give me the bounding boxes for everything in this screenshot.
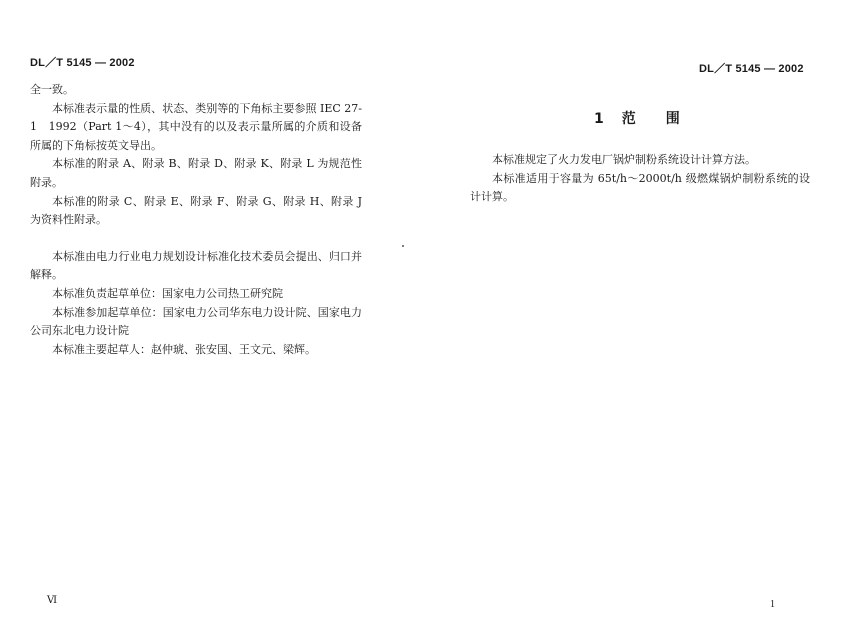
- paragraph-scope-definition: 本标准规定了火力发电厂锅炉制粉系统设计计算方法。: [492, 153, 756, 166]
- paragraph-normative-annexes: 本标准的附录 A、附录 B、附录 D、附录 K、附录 L 为规范性附录。: [30, 157, 362, 189]
- paragraph-participating-units: 本标准参加起草单位：国家电力公司华东电力设计院、国家电力公司东北电力设计院: [30, 305, 362, 338]
- paragraph-proposed-by: 本标准由电力行业电力规划设计标准化技术委员会提出、归口并解释。: [30, 249, 362, 282]
- paragraph-continuation: 全一致。: [30, 83, 74, 96]
- right-page-number: 1: [770, 599, 775, 610]
- left-body-text: [30, 81, 362, 359]
- left-page: [0, 0, 420, 626]
- section-heading: [594, 108, 680, 128]
- section-title-char-1: 范: [621, 111, 636, 127]
- paragraph-subscript-reference: 本标准表示量的性质、状态、类别等的下角标主要参照 IEC 27-1 1992（Part 1～4），其中没有的以及表示量所属的介质和设备所属的下角标按英文导出。: [30, 101, 362, 152]
- scan-speck: [402, 245, 404, 247]
- right-body-text: [470, 151, 810, 207]
- section-title-char-2: 围: [665, 111, 680, 127]
- section-number: 1: [594, 111, 604, 127]
- paragraph-gap: [30, 230, 362, 248]
- right-header-standard-code: DL／T 5145 — 2002: [699, 63, 804, 75]
- left-header-standard-code: DL／T 5145 — 2002: [30, 57, 135, 69]
- right-page: [426, 0, 852, 626]
- left-page-number: Ⅵ: [47, 595, 58, 606]
- paragraph-main-drafters: 本标准主要起草人：赵仲琥、张安国、王文元、梁辉。: [52, 342, 316, 356]
- paragraph-informative-annexes: 本标准的附录 C、附录 E、附录 F、附录 G、附录 H、附录 J 为资料性附录。: [30, 194, 362, 227]
- paragraph-lead-drafting-unit: 本标准负责起草单位：国家电力公司热工研究院: [52, 286, 283, 300]
- paragraph-scope-applicability: 本标准适用于容量为 65t/h～2000t/h 级燃煤锅炉制粉系统的设计计算。: [470, 171, 810, 204]
